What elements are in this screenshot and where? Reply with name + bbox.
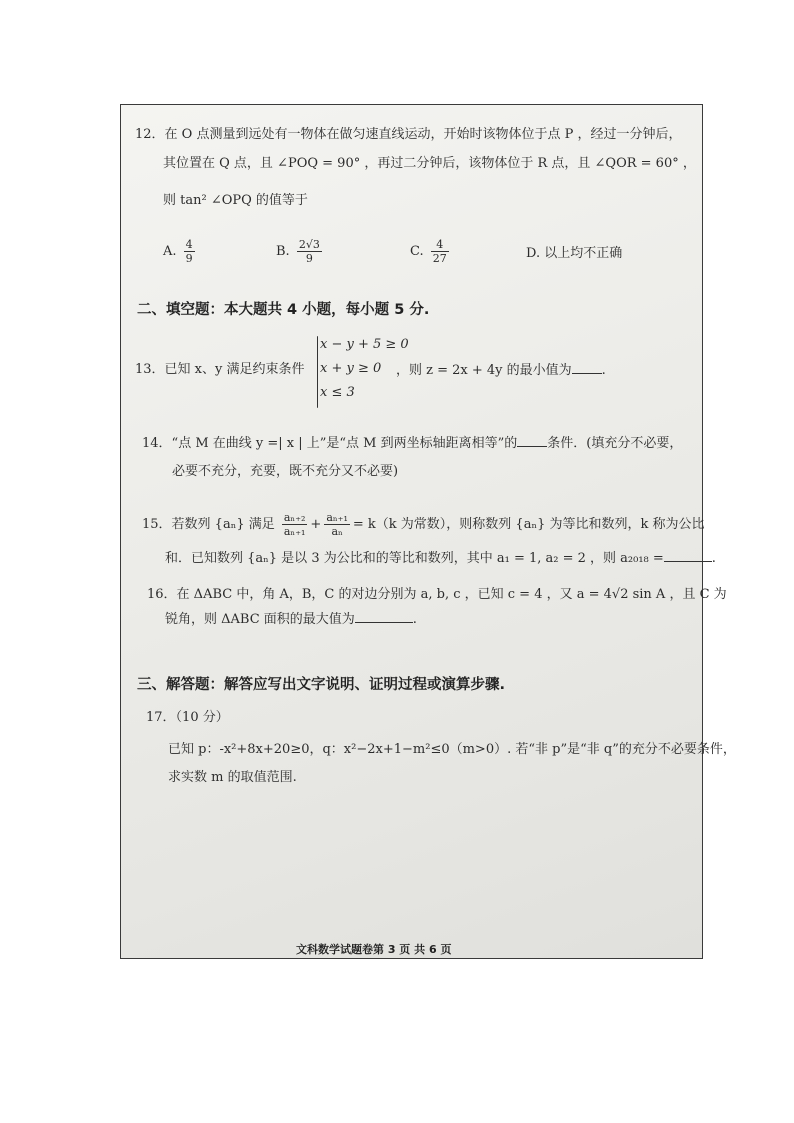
fraction-denominator: aₙ xyxy=(331,525,343,538)
q17-head: 17．（10 分） xyxy=(146,710,229,725)
q16-answer-blank[interactable] xyxy=(355,610,413,623)
fraction-numerator: 2√3 xyxy=(298,238,320,251)
fraction-numerator: 4 xyxy=(431,238,449,252)
q12-option-d: D. 以上均不正确 xyxy=(526,246,623,261)
q16-line2 xyxy=(165,610,417,629)
fraction-numerator: aₙ₊₁ xyxy=(326,511,348,524)
section-3-heading: 三、解答题：解答应写出文字说明、证明过程或演算步骤. xyxy=(137,677,506,693)
fraction-denominator: 27 xyxy=(432,252,447,265)
fraction-denominator: 9 xyxy=(185,252,193,265)
q15-answer-blank[interactable] xyxy=(664,549,712,562)
q13-constraint-1: x − y + 5 ≥ 0 xyxy=(320,337,409,352)
q13-end: . xyxy=(601,363,606,378)
q12-line1: 12．在 O 点测量到远处有一物体在做匀速直线运动，开始时该物体位于点 P ，经过一分钟后， xyxy=(135,127,682,142)
q15-fraction-2 xyxy=(324,511,350,538)
q14-line1 xyxy=(142,434,682,453)
q17-line1: 已知 p：-x²+8x+20≥0，q：x²−2x+1−m²≤0（m>0）. 若“非 p”是“非 q”的充分不必要条件， xyxy=(168,742,736,757)
q16-line1: 16．在 ΔABC 中，角 A，B，C 的对边分别为 a, b, c ，已知 c = 4 ，又 a = 4√2 sin A ，且 C 为 xyxy=(147,587,727,602)
fraction-denominator: aₙ₊₁ xyxy=(283,525,306,538)
q15-text-a: 15．若数列 {aₙ} 满足 xyxy=(142,517,275,532)
option-a-fraction xyxy=(184,238,195,265)
q16-end: . xyxy=(412,612,417,627)
q13-suffix-text: ，则 z = 2x + 4y 的最小值为 xyxy=(396,363,572,378)
section-2-heading: 二、填空题：本大题共 4 小题，每小题 5 分. xyxy=(137,302,430,318)
q13-answer-blank[interactable] xyxy=(572,361,602,374)
fraction-numerator: 4 xyxy=(185,238,193,251)
q15-end: . xyxy=(711,551,716,566)
q13-suffix xyxy=(396,361,606,380)
q13-constraint-3: x ≤ 3 xyxy=(320,385,355,400)
option-c-fraction xyxy=(431,238,449,265)
option-b-label: B. xyxy=(276,244,290,259)
page-footer: 文科数学试题卷第 3 页 共 6 页 xyxy=(296,943,452,956)
option-a-label: A. xyxy=(163,244,177,259)
q13-constraint-2: x + y ≥ 0 xyxy=(320,361,382,376)
q12-option-c xyxy=(410,238,452,265)
q12-line2: 其位置在 Q 点，且 ∠POQ = 90° ，再过二分钟后，该物体位于 R 点，且 ∠QOR = 60° ， xyxy=(163,156,696,171)
q14-line2: 必要不充分，充要，既不充分又不必要) xyxy=(172,464,399,479)
q15-fraction-1 xyxy=(282,511,308,538)
q15-text-b: = k（k 为常数），则称数列 {aₙ} 为等比和数列，k 称为公比 xyxy=(352,517,705,532)
option-c-label: C. xyxy=(410,244,424,259)
q13-prefix: 13．已知 x、y 满足约束条件 xyxy=(135,362,305,377)
option-b-fraction xyxy=(297,238,322,265)
q12-option-a xyxy=(163,238,198,265)
q15-line1 xyxy=(142,511,704,538)
plus-sign: + xyxy=(310,517,322,532)
q17-line2: 求实数 m 的取值范围. xyxy=(168,770,297,785)
q15-line2-text: 和．已知数列 {aₙ} 是以 3 为公比和的等比和数列，其中 a₁ = 1, a₂ = 2 ，则 a₂₀₁₈ = xyxy=(165,551,664,566)
q12-line3: 则 tan² ∠OPQ 的值等于 xyxy=(163,193,308,208)
fraction-denominator: 9 xyxy=(305,252,313,265)
q14-answer-blank[interactable] xyxy=(517,434,547,447)
fraction-numerator: aₙ₊₂ xyxy=(283,511,306,524)
q12-option-b xyxy=(276,238,325,265)
q14-text-a: 14．“点 M 在曲线 y =| x | 上”是“点 M 到两坐标轴距离相等”的 xyxy=(142,436,518,451)
q13-brace xyxy=(317,336,318,408)
q15-line2 xyxy=(165,549,716,568)
q16-line2-text: 锐角，则 ΔABC 面积的最大值为 xyxy=(165,612,355,627)
q14-text-b: 条件．(填充分不必要， xyxy=(547,436,683,451)
